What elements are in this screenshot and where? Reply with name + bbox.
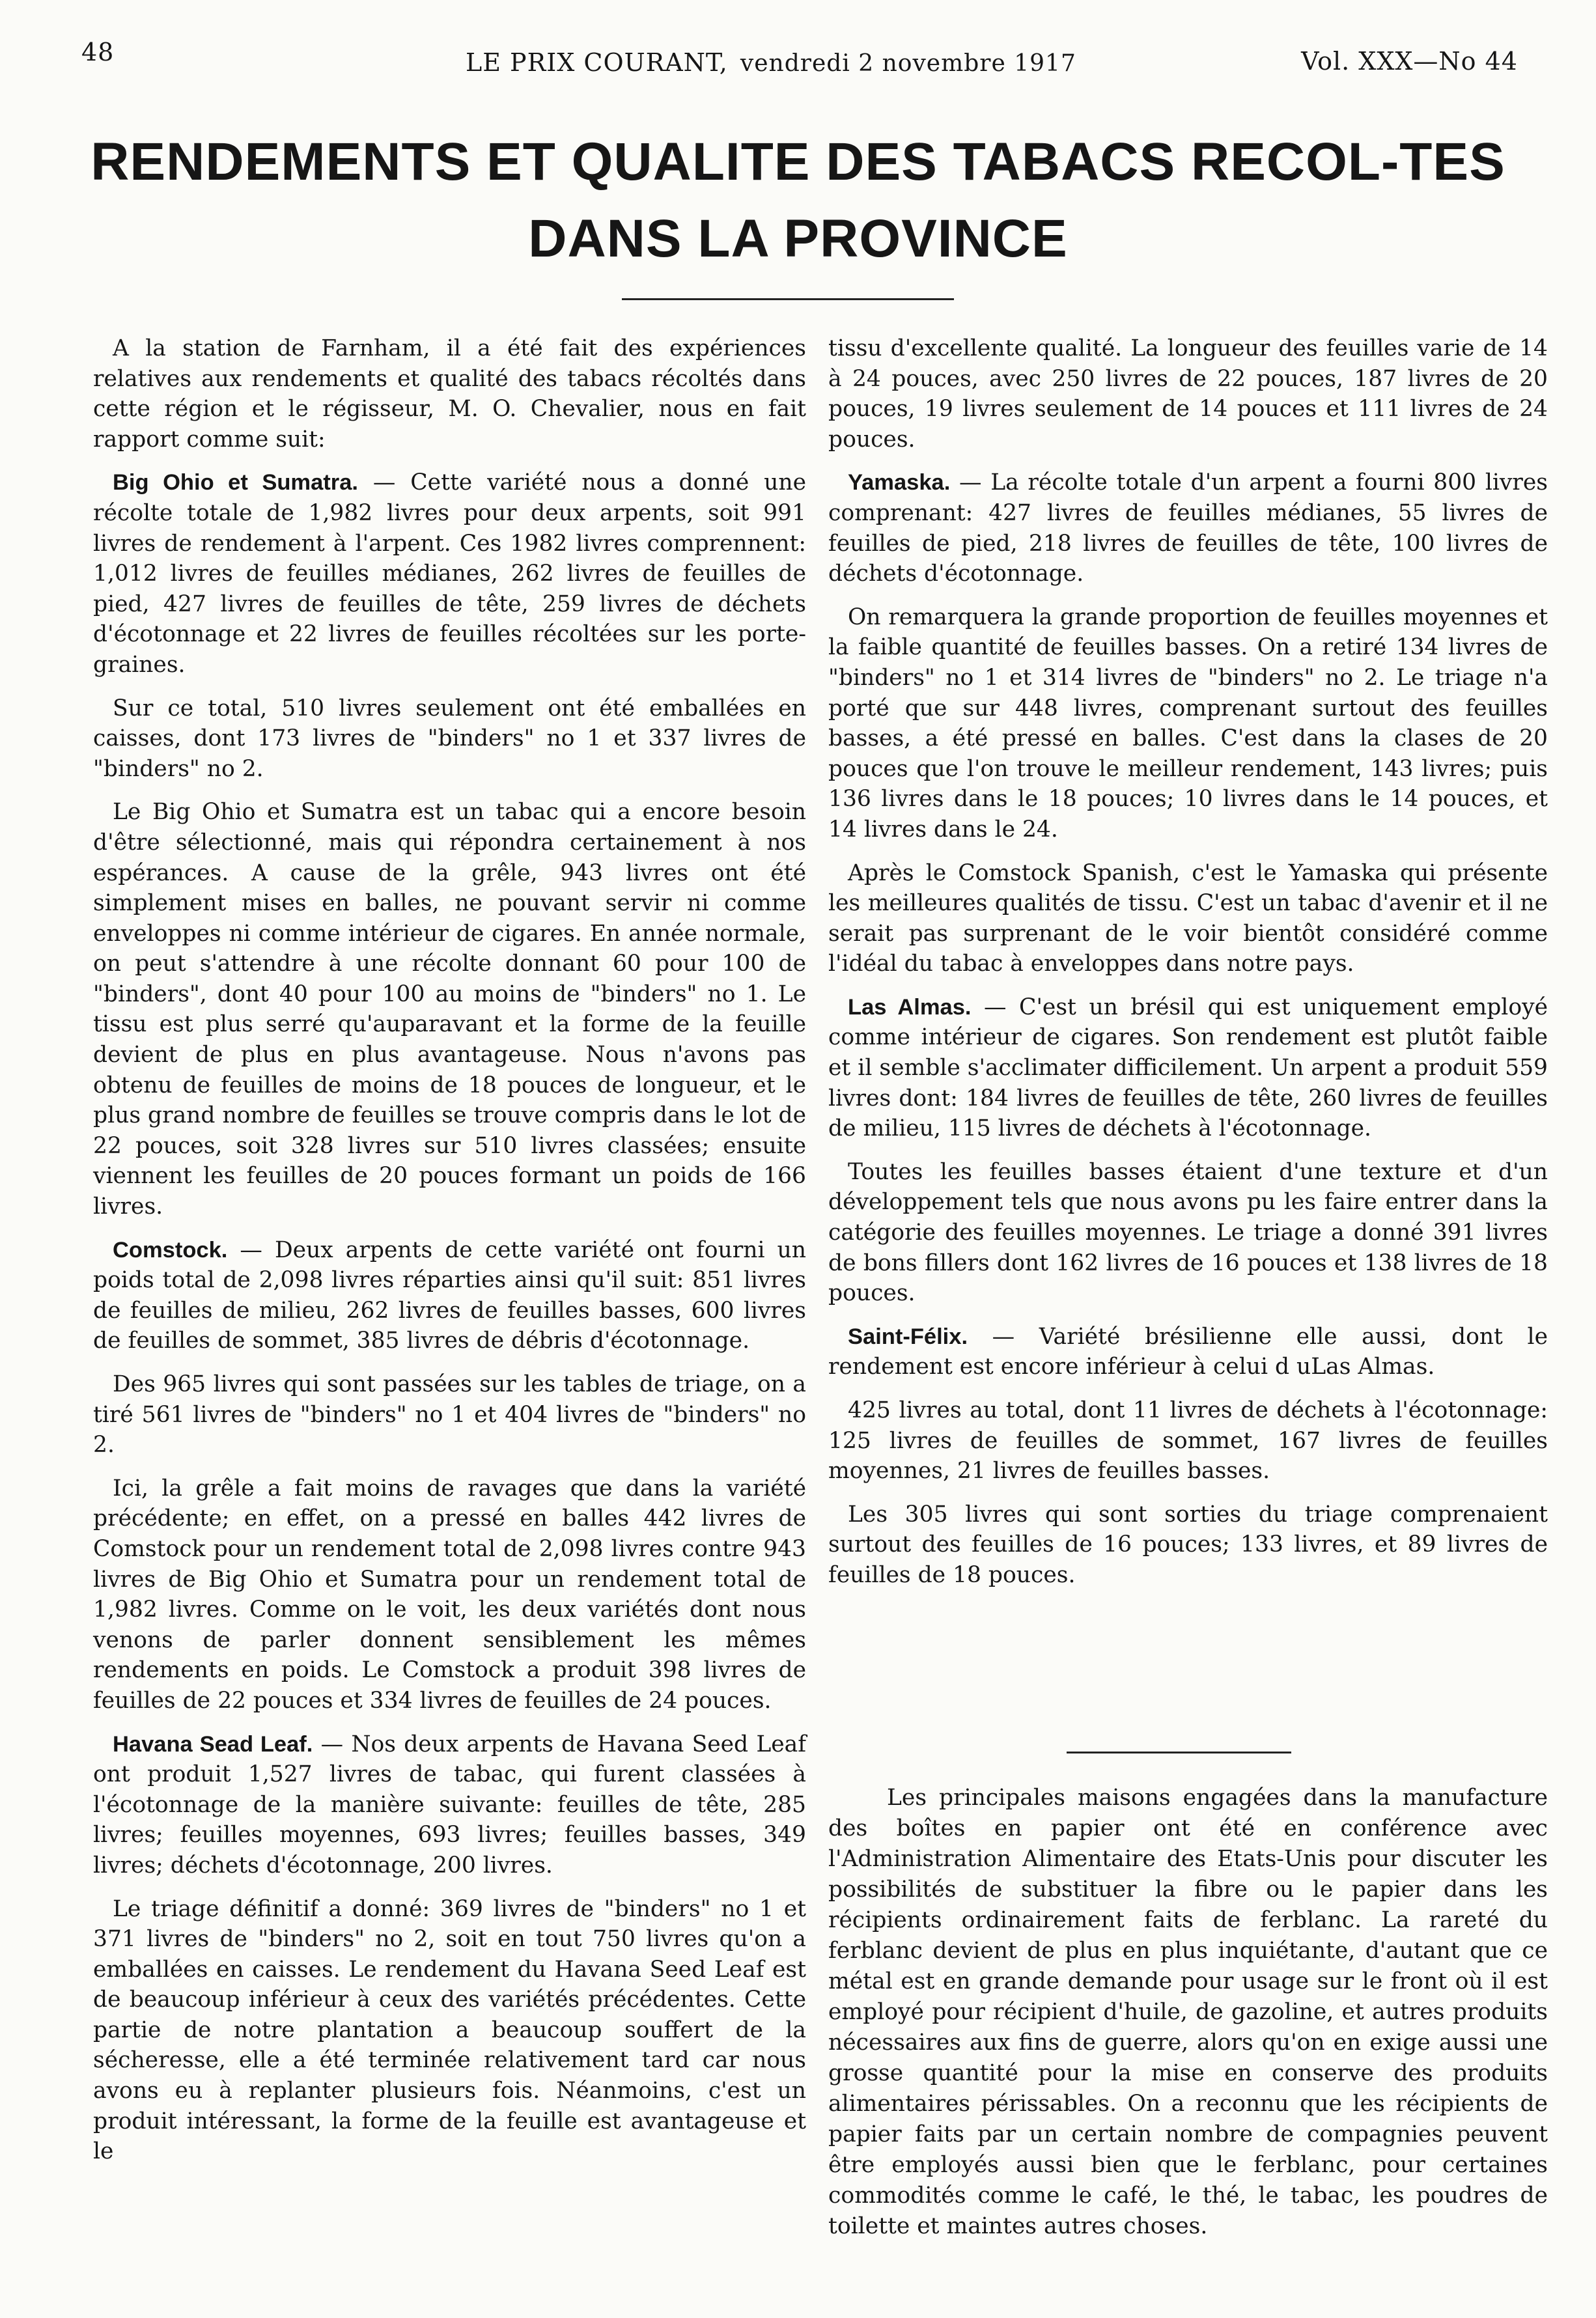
variety-heading: Big Ohio et Sumatra. <box>113 470 358 496</box>
paragraph-text: On remarquera la grande proportion de feuilles moyennes et la faible quantité de feuilles basses. On a retiré 134 livres de "binders" no 1 et 314 livres de "binders" no 2. Le triage n'a porté que sur 448 livres, comprenant surtout des feuilles basses, a été pressé en balles. C'est dans la clases de 20 pouces que l'on trouve le meilleur rendement, 143 livres; puis 136 livres dans le 18 pouces; 10 livres dans le 14 pouces, et 14 livres dans le 24. <box>828 604 1548 843</box>
paragraph-text: — Cette variété nous a donné une récolte totale de 1,982 livres pour deux arpents, soit 991 livres de rendement à l'arpent. Ces 1982 livres comprennent: 1,012 livres de feuilles médianes, 262 livres de feuilles de pied, 427 livres de feuilles de tête, 259 livres de déchets d'écotonnage et 22 livres de feuilles récoltées sur les porte-graines. <box>93 469 806 678</box>
article-paragraph <box>93 693 806 785</box>
variety-heading: Yamaska. <box>848 470 951 496</box>
paragraph-text: Les 305 livres qui sont sorties du triage comprenaient surtout des feuilles de 16 pouces; 133 livres, et 89 livres de feuilles de 18 pouces. <box>828 1501 1548 1588</box>
second-article-paragraph: Les principales maisons engagées dans la manufacture des boîtes en papier ont été en conférence avec l'Administration Alimentaire des Etats-Unis pour discuter les possibilités de substituer la fibre ou le papier dans les récipients ordinairement faits de ferblanc. La rareté du ferblanc devient de plus en plus inquiétante, d'autant que ce métal est en grande demande pour usage sur le front où il est employé pour récipient d'huile, de gazoline, et autres produits nécessaires aux fins de guerre, alors qu'on en exige aussi une grosse quantité pour la mise en conserve des produits alimentaires périssables. On a reconnu que les récipients de papier faits par un certain nombre de compagnies peuvent être employés aussi bien que le ferblanc, pour certaines commodités comme le café, le thé, le tabac, les poudres de toilette et maintes autres choses. <box>828 1785 1548 2239</box>
paragraph-text: A la station de Farnham, il a été fait des expériences relatives aux rendements et qualité des tabacs récoltés dans cette région et le régisseur, M. O. Chevalier, nous en fait rapport comme suit: <box>93 335 806 453</box>
article-divider <box>1067 1752 1291 1753</box>
article-paragraph <box>93 1729 806 1881</box>
article-paragraph <box>93 1369 806 1460</box>
paragraph-text: Le Big Ohio et Sumatra est un tabac qui a encore besoin d'être sélectionné, mais qui répondra certainement à nos espérances. A cause de la grêle, 943 livres ont été simplement mises en balles, ne pouvant servir ni comme enveloppes ni comme intérieur de cigares. En année normale, on peut s'attendre à une récolte donnant 60 pour 100 de "binders", dont 40 pour 100 au moins de "binders" no 1. Le tissu est plus serré qu'auparavant et la forme de la feuille devient de plus en plus avantageuse. Nous n'avons pas obtenu de feuilles de moins de 18 pouces de longueur, et le plus grand nombre de feuilles se trouve compris dans le lot de 22 pouces, soit 328 livres sur 510 livres classées; ensuite viennent les feuilles de 20 pouces formant un poids de 166 livres. <box>93 799 806 1220</box>
page-number: 48 <box>81 38 115 66</box>
article-column-right <box>828 333 1548 1604</box>
paragraph-text: Le triage définitif a donné: 369 livres de "binders" no 1 et 371 livres de "binders" no 2, soit en tout 750 livres qu'on a emballées en caisses. Le rendement du Havana Seed Leaf est de beaucoup inférieur à ceux des variétés précédentes. Cette partie de notre plantation a beaucoup souffert de la sécheresse, elle a été terminée relativement tard car nous avons eu à replanter plusieurs fois. Néanmoins, c'est un produit intéressant, la forme de la feuille est avantageuse et le <box>93 1895 806 2165</box>
paragraph-text: — Deux arpents de cette variété ont fourni un poids total de 2,098 livres réparties ainsi qu'il suit: 851 livres de feuilles de milieu, 262 livres de feuilles basses, 600 livres de feuilles de sommet, 385 livres de débris d'écotonnage. <box>93 1236 806 1354</box>
article-title: RENDEMENTS ET QUALITE DES TABACS RECOL-TES DANS LA PROVINCE <box>91 132 1505 268</box>
paragraph-text: — Nos deux arpents de Havana Seed Leaf ont produit 1,527 livres de tabac, qui furent classées à l'écotonnage de la manière suivante: feuilles de tête, 285 livres; feuilles moyennes, 693 livres; feuilles basses, 349 livres; déchets d'écotonnage, 200 livres. <box>93 1731 806 1878</box>
article-paragraph <box>828 1322 1548 1382</box>
article-paragraph <box>828 1395 1548 1487</box>
article-paragraph <box>93 468 806 680</box>
second-article <box>828 1783 1548 2242</box>
article-paragraph <box>93 1894 806 2167</box>
paragraph-text: Ici, la grêle a fait moins de ravages que dans la variété précédente; en effet, on a pressé en balles 442 livres de Comstock pour un rendement total de 2,098 livres contre 943 livres de Big Ohio et Sumatra pour un rendement total de 1,982 livres. Comme on le voit, les deux variétés dont nous venons de parler donnent sensiblement les mêmes rendements en poids. Le Comstock a produit 398 livres de feuilles de 22 pouces et 334 livres de feuilles de 24 pouces. <box>93 1475 806 1714</box>
article-paragraph <box>828 1500 1548 1591</box>
title-divider <box>622 298 954 300</box>
article-paragraph <box>828 1157 1548 1309</box>
article-paragraph <box>828 468 1548 589</box>
paragraph-text: tissu d'excellente qualité. La longueur des feuilles varie de 14 à 24 pouces, avec 250 livres de 22 pouces, 187 livres de 20 pouces, 19 livres seulement de 14 pouces et 111 livres de 24 pouces. <box>828 335 1548 453</box>
issue-date: vendredi 2 novembre 1917 <box>740 50 1076 77</box>
article-paragraph <box>828 602 1548 845</box>
article-paragraph <box>828 333 1548 454</box>
paragraph-text: — La récolte totale d'un arpent a fourni 800 livres comprenant: 427 livres de feuilles médianes, 55 livres de feuilles de pied, 218 livres de feuilles de tête, 100 livres de déchets d'écotonnage. <box>828 469 1548 587</box>
paragraph-text: — C'est un brésil qui est uniquement employé comme intérieur de cigares. Son rendement est plutôt faible et il semble s'acclimater difficilement. Un arpent a produit 559 livres dont: 184 livres de feuilles de tête, 260 livres de feuilles de milieu, 115 livres de déchets à l'écotonnage. <box>828 994 1548 1142</box>
volume-number: Vol. XXX—No 44 <box>1301 47 1518 76</box>
paragraph-text: 425 livres au total, dont 11 livres de déchets à l'écotonnage: 125 livres de feuilles de sommet, 167 livres de feuilles moyennes, 21 livres de feuilles basses. <box>828 1397 1548 1485</box>
variety-heading: Saint-Félix. <box>848 1324 968 1349</box>
article-paragraph <box>93 1473 806 1716</box>
article-column-left <box>93 333 806 2180</box>
variety-heading: Havana Sead Leaf. <box>113 1731 313 1757</box>
variety-heading: Las Almas. <box>848 994 972 1020</box>
page-header <box>81 38 1518 77</box>
article-paragraph <box>93 1235 806 1356</box>
paragraph-text: Toutes les feuilles basses étaient d'une texture et d'un développement tels que nous avons pu les faire entrer dans la catégorie des feuilles moyennes. Le triage a donné 391 livres de bons fillers dont 162 livres de 16 pouces et 138 livres de 18 pouces. <box>828 1158 1548 1307</box>
article-paragraph <box>828 992 1548 1144</box>
article-paragraph <box>93 333 806 454</box>
paragraph-text: — Variété brésilienne elle aussi, dont le rendement est encore inférieur à celui d uLas Almas. <box>828 1323 1548 1380</box>
masthead <box>466 48 1076 77</box>
paragraph-text: Après le Comstock Spanish, c'est le Yamaska qui présente les meilleures qualités de tissu. C'est un tabac d'avenir et il ne serait pas surprenant de le voir bientôt considéré comme l'idéal du tabac à enveloppes dans notre pays. <box>828 859 1548 977</box>
article-paragraph <box>93 797 806 1222</box>
paragraph-text: Sur ce total, 510 livres seulement ont été emballées en caisses, dont 173 livres de "binders" no 1 et 337 livres de "binders" no 2. <box>93 695 806 782</box>
variety-heading: Comstock. <box>113 1237 228 1263</box>
publication-name: LE PRIX COURANT, <box>466 48 728 77</box>
paragraph-text: Des 965 livres qui sont passées sur les tables de triage, on a tiré 561 livres de "binders" no 1 et 404 livres de "binders" no 2. <box>93 1371 806 1459</box>
article-paragraph <box>828 858 1548 979</box>
